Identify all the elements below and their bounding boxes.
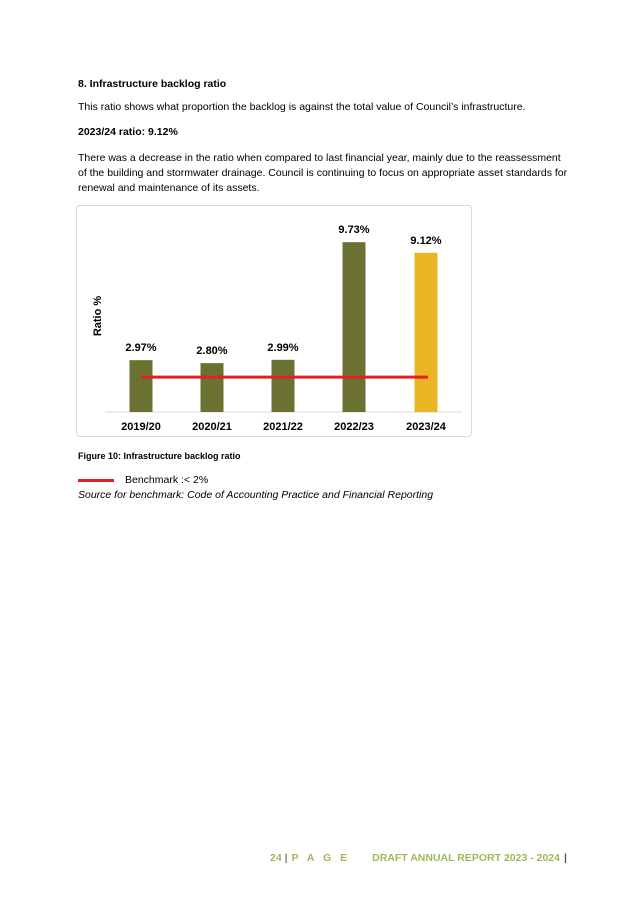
benchmark-source-note: Source for benchmark: Code of Accounting Practice and Financial Reporting: [78, 489, 434, 501]
footer-page-number: 24: [270, 852, 282, 864]
data-label: 9.12%: [410, 234, 442, 247]
x-tick-label: 2021/22: [263, 421, 303, 433]
footer-separator: |: [284, 852, 288, 864]
backlog-ratio-chart: [76, 205, 472, 437]
bar-2022-23: [343, 242, 366, 412]
data-label: 2.80%: [196, 345, 228, 358]
section-heading: 8. Infrastructure backlog ratio: [78, 78, 227, 90]
y-axis-label: Ratio %: [92, 295, 104, 337]
data-label: 2.97%: [125, 342, 157, 355]
x-tick-label: 2020/21: [192, 421, 232, 433]
data-label: 9.73%: [338, 224, 370, 237]
figure-caption: Figure 10: Infrastructure backlog ratio: [78, 451, 241, 461]
intro-paragraph: This ratio shows what proportion the backlog is against the total value of Council’s infrastructure.: [78, 101, 526, 113]
bar-2023-24: [415, 253, 438, 412]
benchmark-legend-label: Benchmark :< 2%: [125, 474, 209, 486]
bar-2021-22: [272, 360, 295, 412]
footer-end-separator: |: [564, 852, 567, 864]
footer-page-word: P A G E: [291, 852, 351, 864]
bar-2020-21: [201, 363, 224, 412]
body-paragraph: There was a decrease in the ratio when compared to last financial year, mainly due to the reassessment of the building and stormwater drainage. Council is continuing to focus on appropriate asset standards for renewal and maintenance of its assets.: [78, 152, 568, 194]
data-label: 2.99%: [267, 341, 299, 354]
x-tick-label: 2019/20: [121, 421, 161, 433]
x-tick-label: 2022/23: [334, 421, 374, 433]
benchmark-legend-swatch: [78, 479, 114, 482]
ratio-heading: 2023/24 ratio: 9.12%: [78, 126, 178, 138]
bar-2019-20: [130, 360, 153, 412]
footer-report-title: DRAFT ANNUAL REPORT 2023 - 2024: [372, 852, 560, 864]
page-footer: [270, 852, 567, 864]
x-tick-label: 2023/24: [406, 421, 446, 433]
chart-svg: [77, 206, 473, 438]
